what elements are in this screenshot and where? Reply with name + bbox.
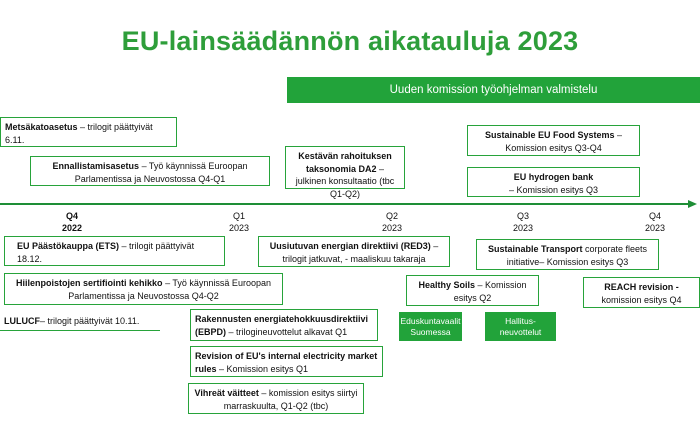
item-hydrogen-bank xyxy=(467,167,640,197)
item-vihreat-vaitteet xyxy=(188,383,364,414)
item-electricity-market xyxy=(190,346,383,377)
item-healthy-soils xyxy=(406,275,539,306)
item-text: – julkinen konsultaatio (tbc Q1-Q2) xyxy=(295,163,395,199)
tick-q4-2023: Q4 2023 xyxy=(644,211,666,233)
item-text: – trilogineuvottelut alkavat Q1 xyxy=(226,326,348,337)
item-text: – Komission esitys Q3 xyxy=(508,184,599,195)
item-text: komission esitys Q4 xyxy=(601,294,682,305)
item-metsakatoasetus xyxy=(0,117,177,147)
item-name: LULUCF xyxy=(4,316,40,326)
item-name: Revision of EU's internal electricity market rules xyxy=(195,351,378,374)
item-kestavan-rahoitus xyxy=(285,146,405,199)
item-text: – trilogit päättyivät 6.11. xyxy=(5,122,153,145)
item-name: Hiilenpoistojen sertifiointi kehikko xyxy=(16,278,163,288)
item-name: Metsäkatoasetus xyxy=(5,122,78,132)
item-text: – Työ käynnissä Euroopan Parlamentissa ja Neuvostossa Q4-Q2 xyxy=(68,278,271,301)
item-text: – Komission esitys Q2 xyxy=(453,280,527,303)
item-sustainable-transport xyxy=(476,239,659,270)
item-name: Ennallistamisasetus xyxy=(52,161,140,171)
timeline-axis xyxy=(0,203,690,205)
item-ets xyxy=(4,236,225,266)
item-name: Sustainable Transport xyxy=(487,244,583,254)
event-hallitusneuvottelut: Hallitus-neuvottelut xyxy=(485,312,556,341)
item-red3 xyxy=(258,236,450,267)
item-hiilenpoisto xyxy=(4,273,283,305)
item-text: – komission esitys siirtyi marraskuulta, Q1-Q2 (tbc) xyxy=(223,388,358,411)
tick-q1-2023: Q1 2023 xyxy=(228,211,250,233)
item-lulucf xyxy=(0,311,160,331)
item-text: – trilogit päättyivät 10.11. xyxy=(40,316,140,326)
item-name: EU hydrogen bank xyxy=(513,172,594,182)
item-name: EU Päästökauppa (ETS) xyxy=(17,241,120,251)
item-reach xyxy=(583,277,700,308)
item-food-systems xyxy=(467,125,640,156)
event-eduskuntavaalit: Eduskuntavaalit Suomessa xyxy=(399,312,462,341)
item-text: – trilogit päättyivät 18.12. xyxy=(17,241,195,264)
page-title: EU-lainsäädännön aikatauluja 2023 xyxy=(121,26,579,56)
item-name: Vihreät väitteet xyxy=(194,388,259,398)
banner-commission-work-programme: Uuden komission työohjelman valmistelu xyxy=(287,77,700,103)
item-text: – trilogit jatkuvat, - maaliskuu takaraja xyxy=(282,241,439,264)
item-name: Healthy Soils xyxy=(418,280,475,290)
tick-q3-2023: Q3 2023 xyxy=(512,211,534,233)
item-name: Kestävän rahoituksen taksonomia DA2 xyxy=(298,151,392,174)
item-text: corporate fleets initiative– Komission esitys Q3 xyxy=(506,244,648,267)
item-ennallistamisasetus xyxy=(30,156,270,186)
tick-q2-2023: Q2 2023 xyxy=(381,211,403,233)
item-name: Rakennusten energiatehokkuusdirektiivi (EBPD) xyxy=(195,314,369,337)
timeline-arrow-icon xyxy=(688,200,697,208)
item-name: Uusiutuvan energian direktiivi (RED3) xyxy=(269,241,431,251)
item-text: – Komission esitys Q3-Q4 xyxy=(505,130,623,153)
tick-q4-2022: Q4 2022 xyxy=(61,211,83,233)
item-text: – Komission esitys Q1 xyxy=(216,363,309,374)
item-epbd xyxy=(190,309,378,341)
item-text: – Työ käynnissä Euroopan Parlamentissa ja Neuvostossa Q4-Q1 xyxy=(74,161,248,184)
item-name: REACH revision - xyxy=(604,282,679,292)
item-name: Sustainable EU Food Systems xyxy=(484,130,615,140)
